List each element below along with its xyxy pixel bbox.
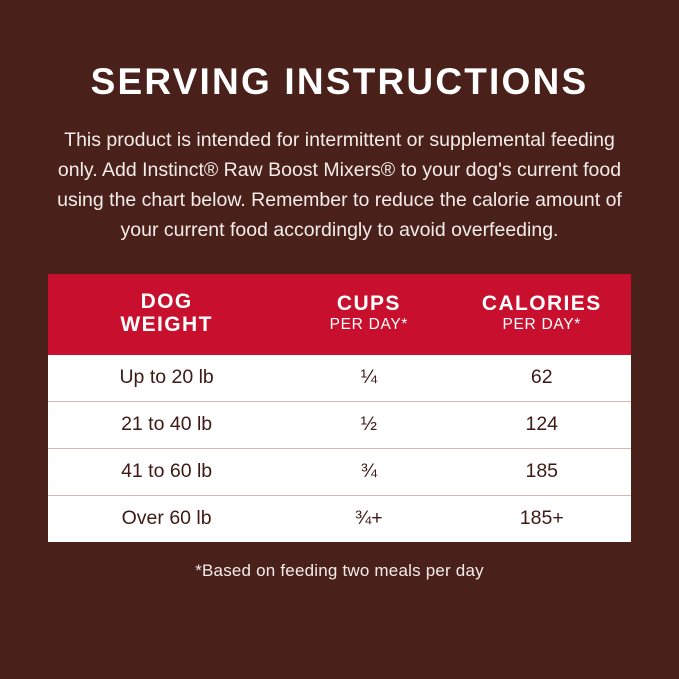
footnote: *Based on feeding two meals per day <box>195 560 484 580</box>
column-header-calories-sub: PER DAY* <box>502 316 582 334</box>
feeding-table <box>48 274 631 542</box>
table-row <box>48 448 631 495</box>
column-header-dog-weight-line2: WEIGHT <box>120 313 213 337</box>
cell-calories: 185+ <box>453 495 632 542</box>
cell-cups: ¾ <box>285 448 452 495</box>
page-title: SERVING INSTRUCTIONS <box>90 61 589 102</box>
column-header-calories-main: CALORIES <box>481 291 602 315</box>
column-header-cups <box>285 274 452 355</box>
cell-cups: ½ <box>285 401 452 448</box>
table-header <box>48 274 631 355</box>
table-header-row <box>48 274 631 355</box>
cell-calories: 62 <box>453 355 632 402</box>
feeding-chart <box>48 274 631 542</box>
cell-calories: 185 <box>453 448 632 495</box>
cell-dog-weight: 21 to 40 lb <box>48 401 285 448</box>
table-row <box>48 355 631 402</box>
column-header-cups-sub: PER DAY* <box>329 316 409 334</box>
column-header-dog-weight-line1: DOG <box>140 289 193 313</box>
cell-calories: 124 <box>453 401 632 448</box>
table-row <box>48 401 631 448</box>
column-header-calories <box>453 274 632 355</box>
column-header-cups-main: CUPS <box>336 291 401 315</box>
cell-cups: ¼ <box>285 355 452 402</box>
cell-dog-weight: Up to 20 lb <box>48 355 285 402</box>
table-row <box>48 495 631 542</box>
intro-paragraph: This product is intended for intermittent or supplemental feeding only. Add Instinct® Raw Boost Mixers® to your dog's current food using the chart below. Remember to reduce the calorie amount of your current food accordingly to avoid overfeeding. <box>57 128 622 242</box>
cell-cups: ¾+ <box>285 495 452 542</box>
column-header-dog-weight <box>48 274 285 355</box>
table-body <box>48 355 631 542</box>
cell-dog-weight: Over 60 lb <box>48 495 285 542</box>
cell-dog-weight: 41 to 60 lb <box>48 448 285 495</box>
